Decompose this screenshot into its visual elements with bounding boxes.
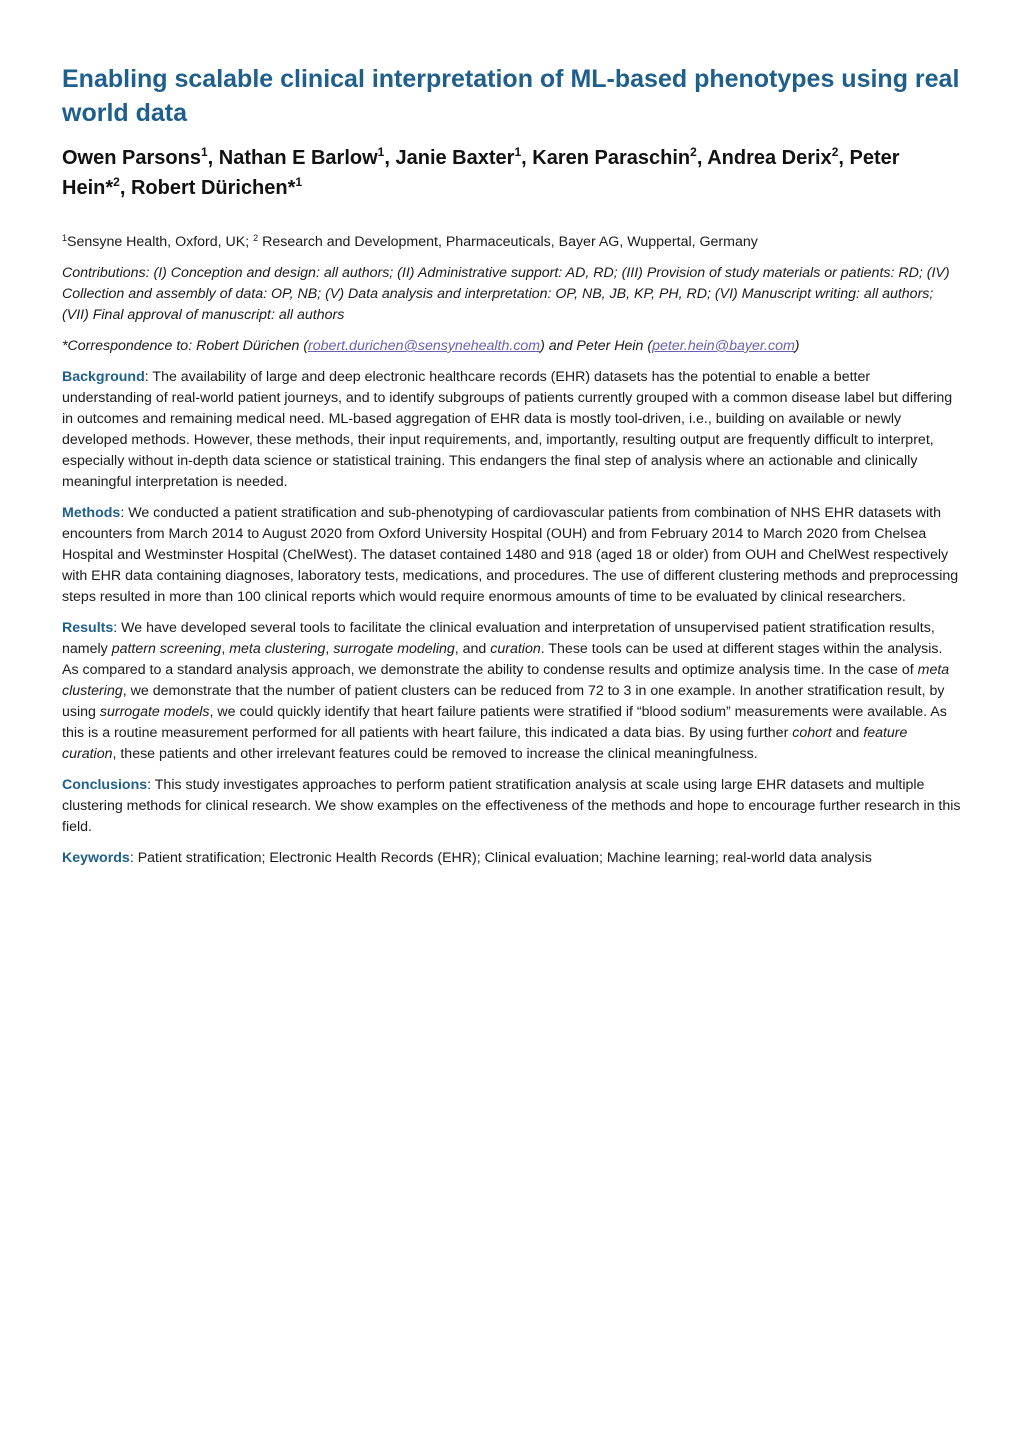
paper-title: Enabling scalable clinical interpretation of ML-based phenotypes using real world data [62,65,960,127]
section-label: Keywords [62,850,130,866]
section-label: Background [62,369,145,385]
author: Peter Hein*$^2$ [62,147,900,199]
email-link-durichen[interactable]: robert.durichen@sensynehealth.com [308,338,541,354]
conclusions-section: Conclusions: This study investigates approaches to perform patient stratification analysis at scale using large EHR datasets and multiple clustering methods for clinical research. We show examples on the effectiveness of the methods and hope to encourage further research in this field. [62,777,961,835]
author-list: Owen Parsons$^1$, Nathan E Barlow$^1$, Janie Baxter$^1$, Karen Paraschin$^2$, Andrea Derix$^2$, Peter Hein*$^2$, Robert Dürichen*$^1$ [62,145,900,199]
author: Karen Paraschin$^2$ [532,145,697,169]
affiliations: $^1$Sensyne Health, Oxford, UK; $^2$ Research and Development, Pharmaceuticals, Bayer AG, Wuppertal, Germany [62,233,758,250]
correspondence: *Correspondence to: Robert Dürichen (robert.durichen@sensynehealth.com) and Peter Hein (peter.hein@bayer.com) [62,338,800,354]
author: Robert Dürichen*$^1$ [130,175,303,199]
methods-section: Methods: We conducted a patient stratification and sub-phenotyping of cardiovascular patients from combination of NHS EHR datasets with encounters from March 2014 to August 2020 from Oxford University Hospital (OUH) and from February 2014 to March 2020 from Chelsea Hospital and Westminster Hospital (ChelWest). The dataset contained 1480 and 918 (aged 18 or older) from OUH and ChelWest respectively with EHR data containing diagnoses, laboratory tests, medications, and procedures. The use of different clustering methods and preprocessing steps resulted in more than 100 clinical reports which would require enormous amounts of time to be evaluated by clinical researchers. [62,505,959,605]
paper-page [62,62,962,879]
contributions: Contributions: (I) Conception and design: all authors; (II) Administrative support: AD, RD; (III) Provision of study materials or patients: RD; (IV) Collection and assembly of data: OP, NB; (V) Data analysis and interpretation: OP, NB, JB, KP, PH, RD; (VI) Manuscript writing: all authors; (VII) Final approval of manuscript: all authors [62,265,950,323]
author: Janie Baxter$^1$ [395,145,522,169]
author: Andrea Derix$^2$ [707,145,839,169]
email-link-hein[interactable]: peter.hein@bayer.com [652,338,795,354]
author: Nathan E Barlow$^1$ [218,145,385,169]
keywords-section: Keywords: Patient stratification; Electronic Health Records (EHR); Clinical evaluation; Machine learning; real-world data analysis [62,850,872,866]
results-section: Results: We have developed several tools to facilitate the clinical evaluation and interpretation of unsupervised patient stratification results, namely pattern screening, meta clustering, surrogate modeling, and curation. These tools can be used at different stages within the analysis. As compared to a standard analysis approach, we demonstrate the ability to condense results and optimize analysis time. In the case of meta clustering, we demonstrate that the number of patient clusters can be reduced from 72 to 3 in one example. In another stratification result, by using surrogate models, we could quickly identify that heart failure patients were stratified if “blood sodium” measurements were available. As this is a routine measurement performed for all patients with heart failure, this indicated a data bias. By using further cohort and feature curation, these patients and other irrelevant features could be removed to increase the clinical meaningfulness. [62,620,950,762]
section-label: Results [62,620,114,636]
background-section: Background: The availability of large and deep electronic healthcare records (EHR) datasets has the potential to enable a better understanding of real-world patient journeys, and to identify subgroups of patients currently grouped with a common disease label but differing in outcomes and remaining medical need. ML-based aggregation of EHR data is mostly tool-driven, i.e., building on available or newly developed methods. However, these methods, their input requirements, and, importantly, resulting output are frequently difficult to interpret, especially without in-depth data science or statistical training. This endangers the final step of analysis where an actionable and clinically meaningful interpretation is needed. [62,369,953,490]
author: Owen Parsons$^1$ [62,145,208,169]
section-label: Conclusions [62,777,148,793]
section-label: Methods [62,505,121,521]
